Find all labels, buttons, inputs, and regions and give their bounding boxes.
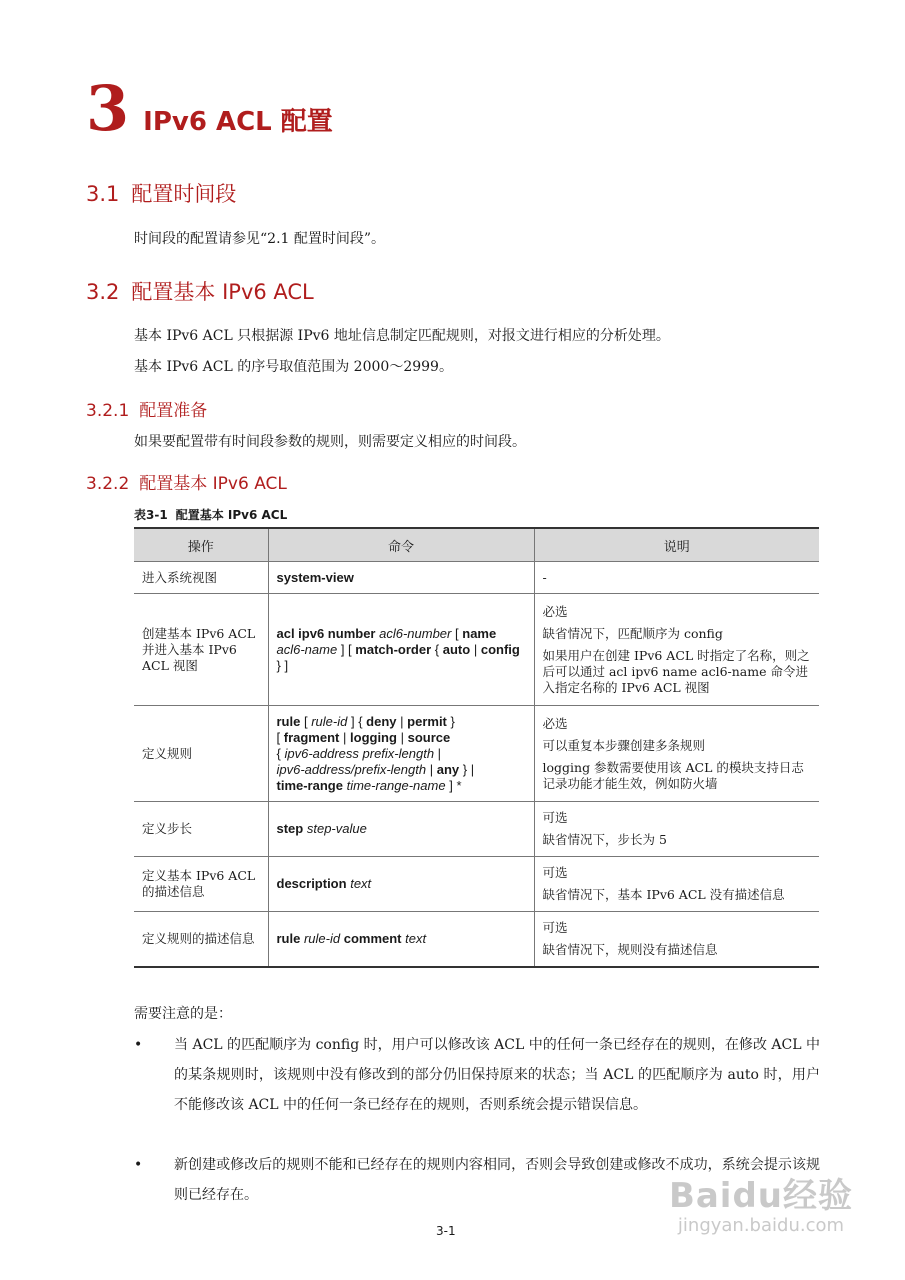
section-3-2-para-1: 基本 IPv6 ACL 只根据源 IPv6 地址信息制定匹配规则，对报文进行相应的分析处理。 <box>134 328 670 344</box>
watermark-url: jingyan.baidu.com <box>677 1215 845 1236</box>
table-row <box>134 562 819 594</box>
page-number: 3-1 <box>436 1224 456 1238</box>
chapter-number: 3 <box>86 72 130 145</box>
row-description: 可选 缺省情况下，规则没有描述信息 <box>534 912 819 967</box>
table-caption: 表3-1 配置基本 IPv6 ACL <box>134 508 288 522</box>
bullet-dot-icon: • <box>134 1157 143 1173</box>
row-command: description text <box>268 857 534 912</box>
row-operation: 定义规则的描述信息 <box>134 912 268 967</box>
row-description: 可选 缺省情况下，步长为 5 <box>534 802 819 857</box>
config-table <box>134 527 819 968</box>
header-operation: 操作 <box>134 528 268 562</box>
header-description: 说明 <box>534 528 819 562</box>
bullet-dot-icon: • <box>134 1037 143 1053</box>
chapter-heading <box>86 72 333 145</box>
row-description: - <box>534 562 819 594</box>
row-operation: 创建基本 IPv6 ACL 并进入基本 IPv6 ACL 视图 <box>134 594 268 706</box>
row-operation: 定义步长 <box>134 802 268 857</box>
section-3-2-para-2: 基本 IPv6 ACL 的序号取值范围为 2000～2999。 <box>134 359 453 375</box>
table-row <box>134 802 819 857</box>
row-command: step step-value <box>268 802 534 857</box>
table-header-row <box>134 528 819 562</box>
row-command: acl ipv6 number acl6-number [ name acl6-name ] [ match-order { auto | config } ] <box>268 594 534 706</box>
table-row <box>134 857 819 912</box>
row-command: system-view <box>268 562 534 594</box>
section-3-1-body: 时间段的配置请参见“2.1 配置时间段”。 <box>134 231 386 247</box>
watermark <box>669 1168 853 1236</box>
section-3-2-2-heading: 3.2.2 配置基本 IPv6 ACL <box>86 474 287 494</box>
row-command: rule rule-id comment text <box>268 912 534 967</box>
header-command: 命令 <box>268 528 534 562</box>
row-operation: 定义基本 IPv6 ACL 的描述信息 <box>134 857 268 912</box>
section-3-2-heading: 3.2 配置基本 IPv6 ACL <box>86 280 314 304</box>
table-row <box>134 594 819 706</box>
section-3-1-heading: 3.1 配置时间段 <box>86 182 237 206</box>
notes-intro: 需要注意的是： <box>134 1006 232 1022</box>
row-operation: 进入系统视图 <box>134 562 268 594</box>
watermark-logo: Baidu经验 <box>668 1176 853 1216</box>
table-row <box>134 706 819 802</box>
chapter-title: IPv6 ACL 配置 <box>143 107 333 137</box>
section-3-2-1-body: 如果要配置带有时间段参数的规则，则需要定义相应的时间段。 <box>134 434 526 450</box>
note-text: 当 ACL 的匹配顺序为 config 时，用户可以修改该 ACL 中的任何一条已经存在的规则，在修改 ACL 中的某条规则时，该规则中没有修改到的部分仍旧保持原来的状态；当 ACL 的匹配顺序为 auto 时，用户不能修改该 ACL 中的任何一条已经存在的规则，否则系统会提示错误信息。 <box>174 1037 820 1113</box>
row-description: 必选 缺省情况下，匹配顺序为 config 如果用户在创建 IPv6 ACL 时指定了名称，则之后可以通过 acl ipv6 name acl6-name 命令进入指定名称的 IPv6 ACL 视图 <box>534 594 819 706</box>
row-description: 可选 缺省情况下，基本 IPv6 ACL 没有描述信息 <box>534 857 819 912</box>
row-command: rule [ rule-id ] { deny | permit } [ fragment | logging | source { ipv6-address prefix-length | ipv6-address/prefix-length | any } | time-range time-range-name ] * <box>268 706 534 802</box>
row-description: 必选 可以重复本步骤创建多条规则 logging 参数需要使用该 ACL 的模块支持日志记录功能才能生效，例如防火墙 <box>534 706 819 802</box>
row-operation: 定义规则 <box>134 706 268 802</box>
note-bullet <box>134 1030 820 1120</box>
section-3-2-1-heading: 3.2.1 配置准备 <box>86 401 208 421</box>
table-row <box>134 912 819 967</box>
note-text: 新创建或修改后的规则不能和已经存在的规则内容相同，否则会导致创建或修改不成功，系统会提示该规则已经存在。 <box>174 1157 820 1203</box>
